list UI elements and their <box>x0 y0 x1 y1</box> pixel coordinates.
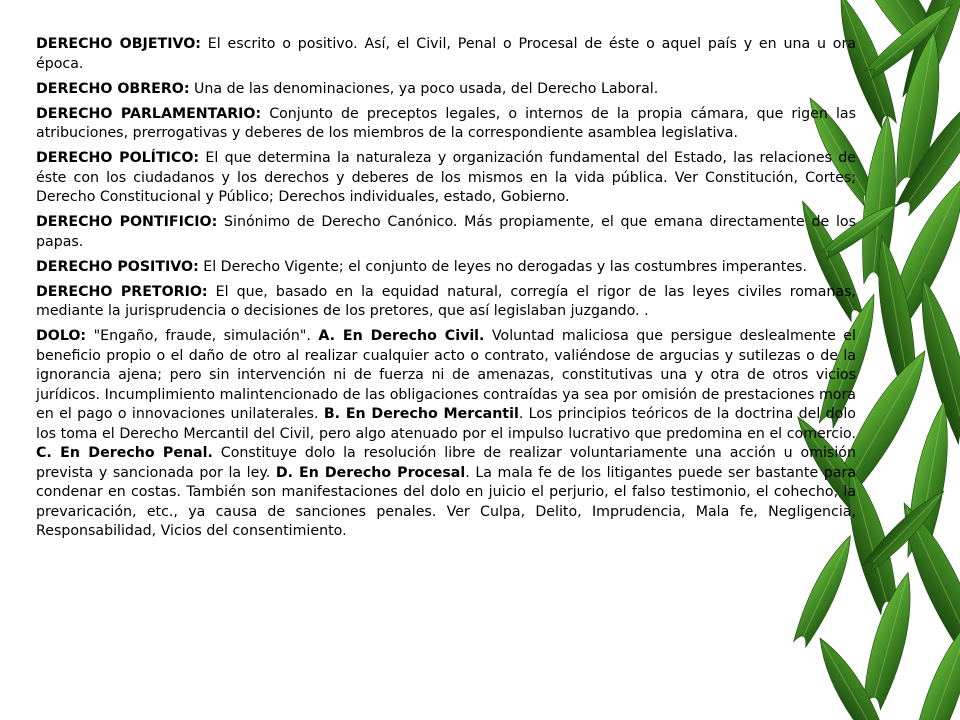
entry-term: DERECHO POLÍTICO: <box>36 150 200 166</box>
entry-subheading: A. En Derecho Civil. <box>318 328 485 344</box>
glossary-entry <box>36 283 856 322</box>
entry-subheading: C. En Derecho Penal. <box>36 445 213 461</box>
entry-definition: Una de las denominaciones, ya poco usada, del Derecho Laboral. <box>189 80 659 97</box>
entry-subheading: B. En Derecho Mercantil <box>323 406 519 422</box>
entry-definition: El que determina la naturaleza y organización fundamental del Estado, las relaciones de éste con los ciudadanos y los derechos y deberes de los mismos en la vida pública. Ver Constitución, Cortes; Derecho Constitucional y Público; Derechos individuales, estado, Gobierno. <box>36 150 856 205</box>
entry-definition: "Engaño, fraude, simulación". <box>86 328 319 344</box>
glossary-entry <box>36 258 856 278</box>
entry-definition: El escrito o positivo. Así, el Civil, Penal o Procesal de éste o aquel país y en una u ora época. <box>36 36 856 72</box>
entry-definition: Voluntad maliciosa que persigue deslealmente el beneficio propio o el daño de otro al realizar cualquier acto o contrato, valiéndose de argucias y sutilezas o de la ignorancia ajena; pero sin intervención ni de fuerza ni de amenazas, constitutivas una y otra de otros vicios jurídicos. Incumplimiento malintencionado de las obligaciones contraídas ya sea por omisión de prestaciones mora en el pago o innovaciones unilaterales. <box>36 328 856 422</box>
entry-term: DERECHO OBJETIVO: <box>36 36 201 52</box>
entry-definition: Constituye dolo la resolución libre de realizar voluntariamente una acción u omisión prevista y sancionada por la ley. <box>36 445 856 481</box>
entry-definition: El que, basado en la equidad natural, corregía el rigor de las leyes civiles romanas, mediante la jurisprudencia o decisiones de los pretores, que así legislaban juzgando. . <box>36 283 856 319</box>
glossary-entry <box>36 327 856 542</box>
entry-term: DERECHO PONTIFICIO: <box>36 214 218 230</box>
entry-definition: Conjunto de preceptos legales, o internos de la propia cámara, que rigen las atribuciones, prerrogativas y deberes de los miembros de la correspondiente asamblea legislativa. <box>36 105 856 141</box>
glossary-text <box>36 35 856 547</box>
glossary-entry <box>36 35 856 74</box>
entry-subheading: D. En Derecho Procesal <box>275 464 466 481</box>
glossary-entry <box>36 149 856 208</box>
entry-definition: Sinónimo de Derecho Canónico. Más propiamente, el que emana directamente de los papas. <box>36 214 856 250</box>
glossary-entry <box>36 105 856 144</box>
entry-definition: . Los principios teóricos de la doctrina del dolo los toma el Derecho Mercantil del Civil, pero algo atenuado por el impulso lucrativo que predomina en el comercio. <box>36 406 856 442</box>
entry-term: DERECHO PARLAMENTARIO: <box>36 105 262 122</box>
glossary-entry <box>36 80 856 100</box>
leaf-vein <box>850 356 922 481</box>
entry-definition: El Derecho Vigente; el conjunto de leyes no derogadas y las costumbres imperantes. <box>198 258 807 275</box>
leaf-vein <box>804 541 848 635</box>
entry-term: DERECHO OBRERO: <box>36 80 190 97</box>
entry-term: DOLO: <box>36 328 87 344</box>
entry-definition: . La mala fe de los litigantes puede ser bastante para condenar en costas. También son manifestaciones del dolo en juicio el perjurio, el falso testimonio, el cohecho, la prevaricación, etc., ya causa de sanciones penales. Ver Culpa, Delito, Imprudencia, Mala fe, Negligencia, Responsabilidad, Vicios del consentimiento. <box>36 464 857 539</box>
entry-term: DERECHO PRETORIO: <box>36 283 208 300</box>
glossary-entry <box>36 213 856 252</box>
entry-term: DERECHO POSITIVO: <box>36 258 199 275</box>
